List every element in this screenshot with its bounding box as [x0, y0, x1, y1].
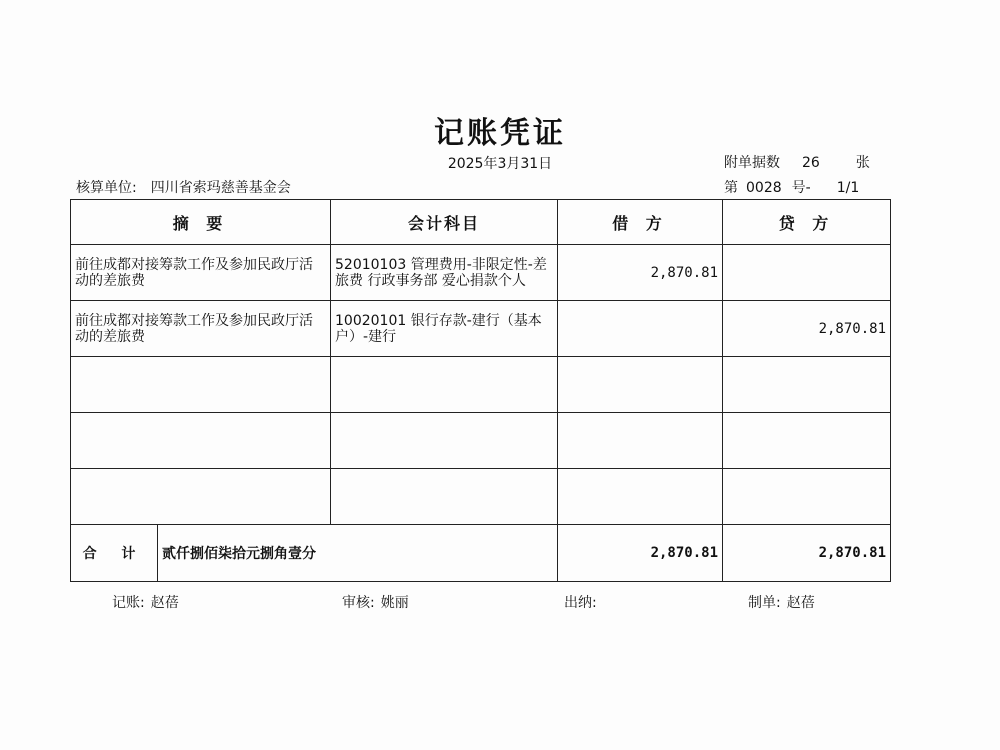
attachment-unit: 张: [855, 155, 870, 171]
row-account: [331, 469, 558, 525]
voucher-suffix: 号-: [791, 180, 811, 196]
accounting-unit: [76, 177, 291, 197]
voucher-prefix: 第: [724, 180, 738, 196]
accounting-unit-name: 四川省索玛慈善基金会: [150, 180, 291, 196]
total-credit: 2,870.81: [723, 525, 891, 582]
signature-preparer: [748, 592, 815, 612]
row-credit: [723, 245, 891, 301]
voucher-title: 记账凭证: [434, 116, 566, 151]
row-account: 10020101 银行存款-建行（基本户）-建行: [331, 301, 558, 357]
row-credit: [723, 413, 891, 469]
cashier-label: 出纳:: [564, 595, 597, 611]
header-summary: 摘 要: [71, 200, 331, 245]
row-debit: [558, 357, 723, 413]
reviewer-name: 姚丽: [380, 595, 409, 611]
row-debit: 2,870.81: [558, 245, 723, 301]
signature-cashier: [564, 592, 603, 612]
row-account: [331, 357, 558, 413]
table-row: [71, 301, 891, 357]
accounting-unit-label: 核算单位:: [76, 180, 137, 196]
row-debit: [558, 469, 723, 525]
bookkeeper-label: 记账:: [112, 595, 145, 611]
table-row: [71, 357, 891, 413]
voucher-table: [70, 199, 891, 582]
attachment-count: [724, 152, 870, 172]
voucher-date: 2025年3月31日: [447, 156, 553, 172]
reviewer-label: 审核:: [342, 595, 375, 611]
table-row: [71, 413, 891, 469]
total-label: 合 计: [71, 525, 158, 582]
row-summary: [71, 357, 331, 413]
attachment-label: 附单据数: [724, 155, 780, 171]
row-debit: [558, 301, 723, 357]
page-indicator: 1/1: [836, 180, 860, 196]
header-account: 会计科目: [331, 200, 558, 245]
total-amount-words: 贰仟捌佰柒拾元捌角壹分: [158, 525, 558, 582]
row-account: [331, 413, 558, 469]
preparer-name: 赵蓓: [786, 595, 815, 611]
header-credit: 贷 方: [723, 200, 891, 245]
row-credit: [723, 357, 891, 413]
table-header-row: [71, 200, 891, 245]
voucher-number-value: 0028: [746, 180, 782, 196]
row-account: 52010103 管理费用-非限定性-差旅费 行政事务部 爱心捐款个人: [331, 245, 558, 301]
row-summary: [71, 413, 331, 469]
table-row: [71, 469, 891, 525]
attachment-count-value: 26: [802, 155, 820, 171]
row-summary: [71, 469, 331, 525]
row-credit: [723, 469, 891, 525]
header-debit: 借 方: [558, 200, 723, 245]
total-debit: 2,870.81: [558, 525, 723, 582]
bookkeeper-name: 赵蓓: [150, 595, 179, 611]
row-summary: 前往成都对接筹款工作及参加民政厅活动的差旅费: [71, 301, 331, 357]
signature-reviewer: [342, 592, 409, 612]
total-row: [71, 525, 891, 582]
voucher-number: [724, 177, 859, 197]
preparer-label: 制单:: [748, 595, 781, 611]
row-debit: [558, 413, 723, 469]
table-row: [71, 245, 891, 301]
row-credit: 2,870.81: [723, 301, 891, 357]
signature-bookkeeper: [112, 592, 179, 612]
row-summary: 前往成都对接筹款工作及参加民政厅活动的差旅费: [71, 245, 331, 301]
